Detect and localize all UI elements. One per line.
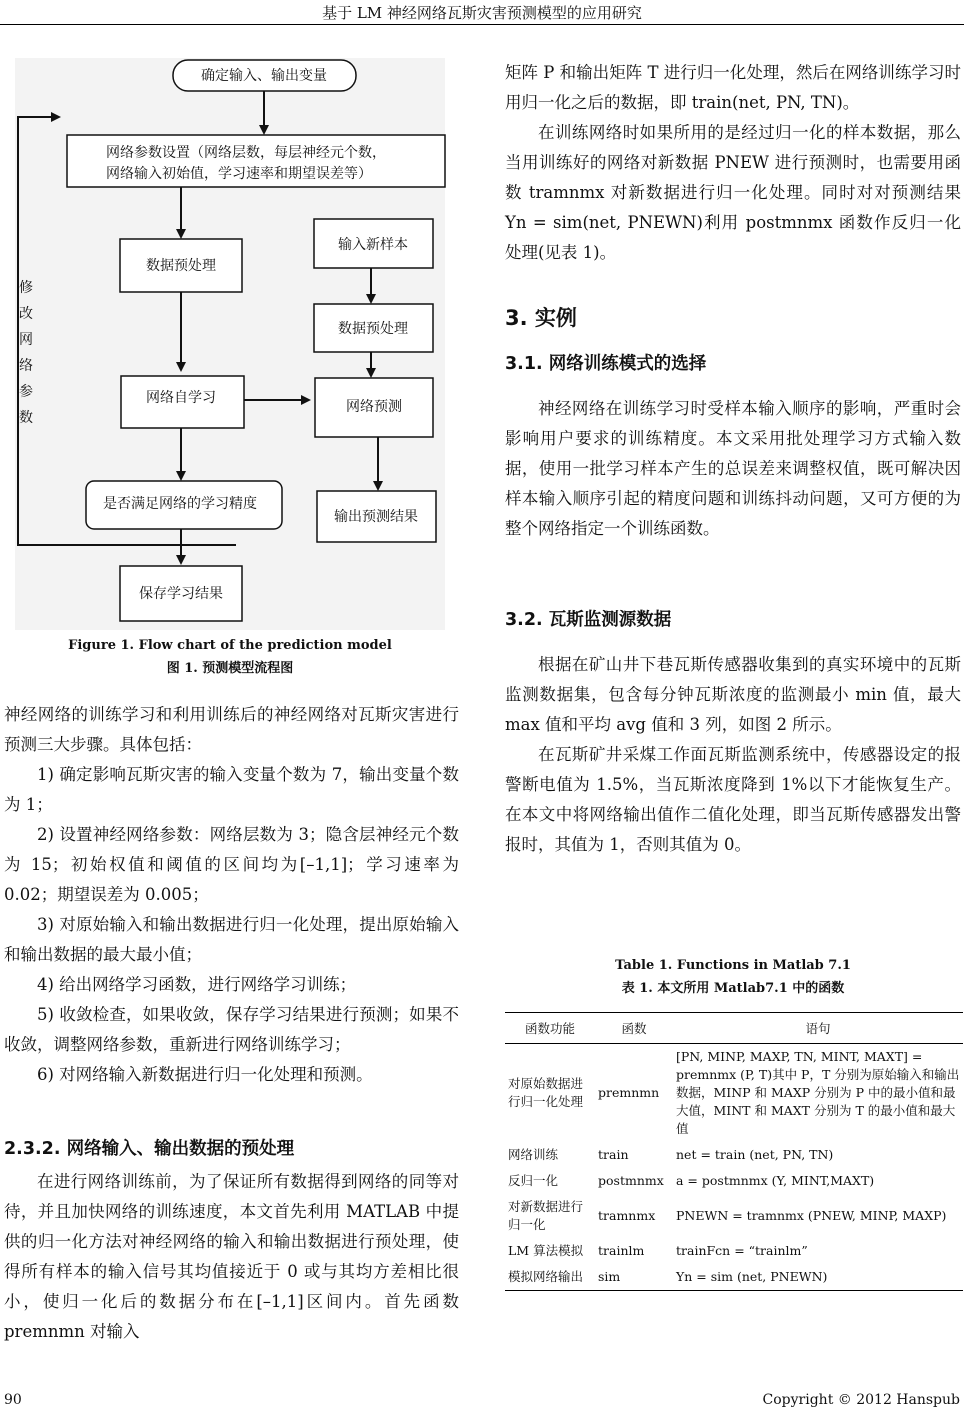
table-header-cell: 语句 (673, 1013, 963, 1044)
figure-caption-zh: 图 1. 预测模型流程图 (166, 661, 294, 676)
paragraph-32a: 根据在矿山井下巷瓦斯传感器收集到的真实环境中的瓦斯监测数据集，包含每分钟瓦斯浓度的监测最小 min 值，最大 max 值和平均 avg 值和 3 列，如图 2 所示。 (505, 655, 961, 734)
running-header: 基于 LM 神经网络瓦斯灾害预测模型的应用研究 (322, 4, 642, 22)
left-column-cont (4, 1167, 459, 1347)
node-preprocess-1-label: 数据预处理 (146, 258, 216, 274)
table-header-cell: 函数 (595, 1013, 673, 1044)
section-heading-32: 3.2. 瓦斯监测源数据 (505, 610, 672, 630)
node-new-sample-label: 输入新样本 (338, 237, 408, 253)
table-row (505, 1142, 963, 1168)
right-column (505, 58, 961, 268)
flowchart (0, 50, 460, 630)
side-label-char: 网 (19, 332, 33, 348)
table-row (505, 1238, 963, 1264)
page-number: 90 (4, 1392, 22, 1408)
section-heading-31: 3.1. 网络训练模式的选择 (505, 354, 707, 374)
section-32-body (505, 650, 961, 860)
node-define-io-label: 确定输入、输出变量 (201, 68, 327, 84)
table-cell: 反归一化 (508, 1173, 559, 1188)
step-item: 4) 给出网络学习函数，进行网络学习训练； (37, 975, 357, 994)
side-label-char: 改 (19, 306, 33, 322)
node-check-accuracy-label: 是否满足网络的学习精度 (103, 496, 257, 512)
left-column (4, 700, 459, 1090)
step-item: 3) 对原始输入和输出数据进行归一化处理，提出原始输入和输出数据的最大最小值； (4, 915, 459, 964)
side-label-char: 参 (19, 384, 33, 400)
section-heading-232: 2.3.2. 网络输入、输出数据的预处理 (4, 1139, 295, 1159)
table-row (505, 1044, 963, 1143)
table-cell: Yn = sim (net, PNEWN) (673, 1264, 963, 1291)
table-cell: trainFcn = “trainlm” (676, 1243, 808, 1258)
table-cell: postmnmx (598, 1173, 664, 1188)
side-label-char: 络 (19, 358, 33, 374)
table-cell: net = train (net, PN, TN) (676, 1147, 834, 1162)
table-cell: premnmn (598, 1085, 660, 1100)
node-predict-label: 网络预测 (346, 399, 402, 415)
table-row (505, 1168, 963, 1194)
table-row (505, 1264, 963, 1291)
table-cell: [PN, MINP, MAXP, TN, MINT, MAXT] = premnmx (P, T)其中 P，T 分别为原始输入和输出数据，MINP 和 MAXP 分别为 P 中的最小值和最大值，MINT 和 MAXT 分别为 T 的最小值和最大值 (676, 1049, 960, 1136)
node-preprocess-2-label: 数据预处理 (338, 321, 408, 337)
figure-caption-en: Figure 1. Flow chart of the prediction model (68, 638, 392, 653)
table-cell: a = postmnmx (Y, MINT,MAXT) (676, 1173, 875, 1188)
node-save-result-label: 保存学习结果 (139, 586, 223, 602)
table-cell: 对原始数据进行归一化处理 (508, 1076, 584, 1109)
table-cell: LM 算法模拟 (508, 1243, 584, 1258)
step-item: 5) 收敛检查，如果收敛，保存学习结果进行预测；如果不收敛，调整网络参数，重新进行网络训练学习； (4, 1005, 459, 1054)
paragraph-continued: 矩阵 P 和输出矩阵 T 进行归一化处理，然后在网络训练学习时用归一化之后的数据，即 train(net, PN, TN)。 (505, 63, 961, 112)
table-cell: 网络训练 (508, 1147, 559, 1162)
table-cell: 模拟网络输出 (505, 1264, 595, 1291)
node-param-label-line2: 网络输入初始值，学习速率和期望误差等） (106, 166, 372, 182)
section-heading-3: 3. 实例 (505, 306, 577, 330)
table-header-cell: 函数功能 (505, 1013, 595, 1044)
step-item: 2) 设置神经网络参数：网络层数为 3；隐含层神经元个数为 15；初始权值和阈值的区间均为[–1,1]；学习速率为 0.02；期望误差为 0.005； (4, 825, 459, 904)
table-cell: tramnmx (598, 1208, 656, 1223)
side-label-char: 修 (19, 280, 33, 296)
table-caption-zh: 表 1. 本文所用 Matlab7.1 中的函数 (621, 981, 845, 996)
table-row (505, 1194, 963, 1238)
node-param-label-line1: 网络参数设置（网络层数，每层神经元个数， (106, 145, 386, 161)
step-item: 6) 对网络输入新数据进行归一化处理和预测。 (37, 1065, 373, 1084)
table-cell: 对新数据进行归一化 (508, 1199, 584, 1232)
side-label-char: 数 (19, 410, 33, 426)
step-item: 1) 确定影响瓦斯灾害的输入变量个数为 7，输出变量个数为 1； (4, 765, 459, 814)
table-header-row (505, 1013, 963, 1044)
node-output-result-label: 输出预测结果 (334, 509, 418, 525)
node-self-learning-label: 网络自学习 (146, 390, 216, 406)
paragraph-232: 在进行网络训练前，为了保证所有数据得到网络的同等对待，并且加快网络的训练速度，本文首先利用 MATLAB 中提供的归一化方法对神经网络的输入和输出数据进行预处理，使得所有样本的输入信号其均值接近于 0 或与其均方差相比很小，使归一化后的数据分布在[–1,1]区间内。首先函数 premnmn 对输入 (4, 1172, 459, 1341)
table-cell: train (598, 1147, 629, 1162)
table-caption-en: Table 1. Functions in Matlab 7.1 (615, 958, 851, 973)
intro-paragraph: 神经网络的训练学习和利用训练后的神经网络对瓦斯灾害进行预测三大步骤。具体包括： (4, 705, 459, 754)
header-rule (0, 24, 964, 25)
paragraph-31: 神经网络在训练学习时受样本输入顺序的影响，严重时会影响用户要求的训练精度。本文采用批处理学习方式输入数据，使用一批学习样本产生的总误差来调整权值，既可解决因样本输入顺序引起的精度问题和训练抖动问题，又可方便的为整个网络指定一个训练函数。 (505, 399, 961, 538)
copyright: Copyright © 2012 Hanspub (762, 1392, 960, 1408)
table-cell: PNEWN = tramnmx (PNEW, MINP, MAXP) (676, 1208, 947, 1223)
paragraph-32b: 在瓦斯矿井采煤工作面瓦斯监测系统中，传感器设定的报警断电值为 1.5%，当瓦斯浓度降到 1%以下才能恢复生产。在本文中将网络输出值作二值化处理，即当瓦斯传感器发出警报时，其值为 1，否则其值为 0。 (505, 745, 961, 854)
section-31-body (505, 394, 961, 544)
table-cell: sim (595, 1264, 673, 1291)
table-cell: trainlm (598, 1243, 645, 1258)
paragraph-normalization: 在训练网络时如果所用的是经过归一化的样本数据，那么当用训练好的网络对新数据 PNEW 进行预测时，也需要用函数 tramnmx 对新数据进行归一化处理。同时对对预测结果 Yn = sim(net, PNEWN)利用 postmnmx 函数作反归一化处理(见表 1)。 (505, 123, 961, 262)
functions-table (505, 1012, 963, 1291)
